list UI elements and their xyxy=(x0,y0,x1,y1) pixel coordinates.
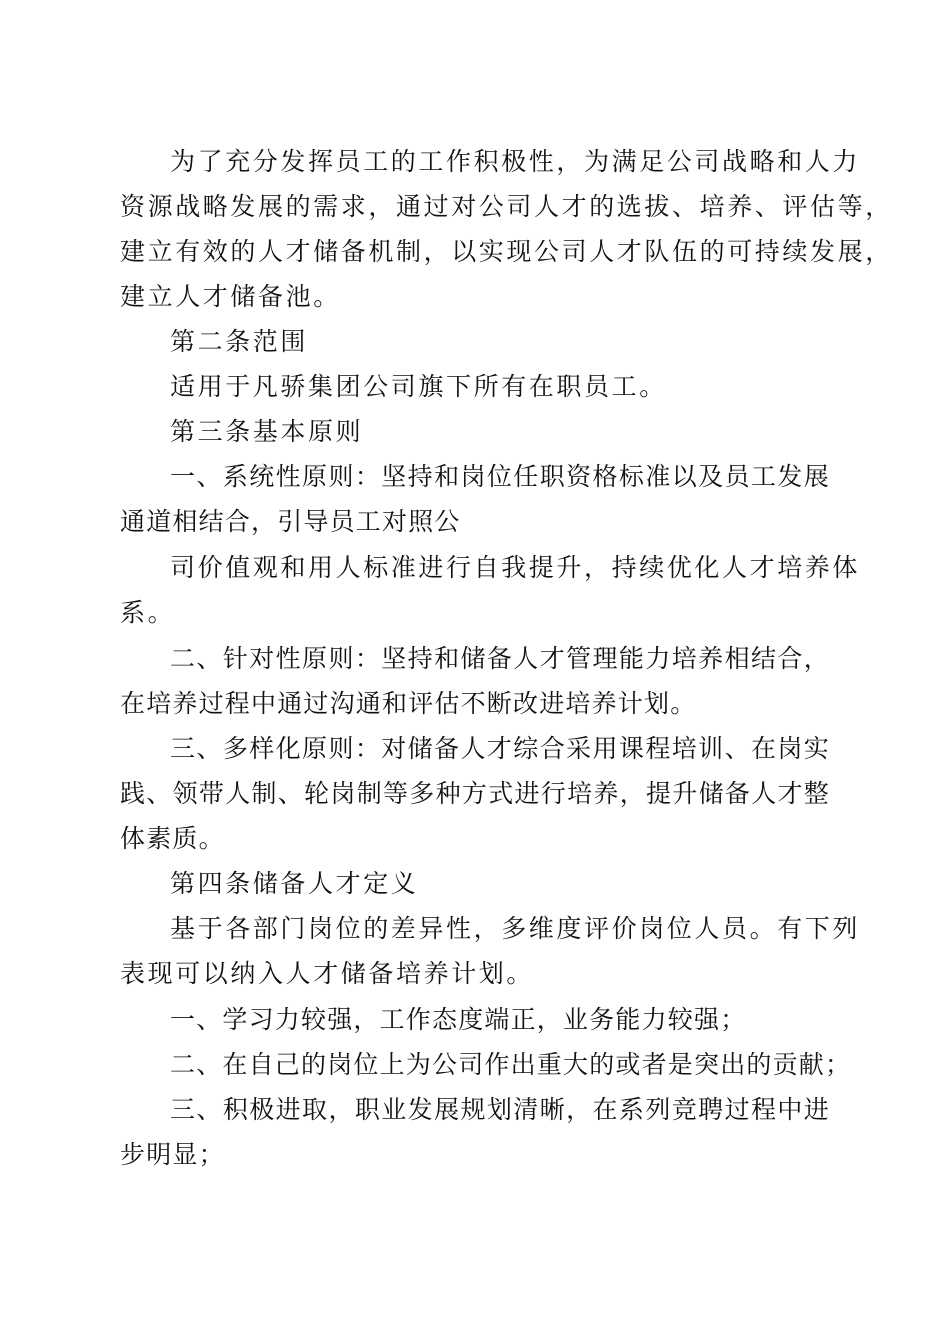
paragraph-line: 建立有效的人才储备机制，以实现公司人才队伍的可持续发展， xyxy=(120,237,893,266)
list-item: 一、学习力较强，工作态度端正，业务能力较强； xyxy=(170,1005,747,1034)
paragraph-line: 资源战略发展的需求，通过对公司人才的选拔、培养、评估等， xyxy=(120,192,893,221)
paragraph-line: 司价值观和用人标准进行自我提升，持续优化人才培养体 xyxy=(170,553,861,582)
paragraph-line: 系。 xyxy=(120,598,176,627)
paragraph-line: 适用于凡骄集团公司旗下所有在职员工。 xyxy=(170,372,667,401)
paragraph-line: 在培养过程中通过沟通和评估不断改进培养计划。 xyxy=(120,689,697,718)
list-item: 三、积极进取，职业发展规划清晰，在系列竞聘过程中进 xyxy=(170,1095,830,1124)
paragraph-line: 为了充分发挥员工的工作积极性，为满足公司战略和人力 xyxy=(170,147,861,176)
paragraph-line: 三、多样化原则：对储备人才综合采用课程培训、在岗实 xyxy=(170,734,830,763)
paragraph-line: 一、系统性原则：坚持和岗位任职资格标准以及员工发展 xyxy=(170,462,830,491)
paragraph-line: 二、针对性原则：坚持和储备人才管理能力培养相结合， xyxy=(170,644,830,673)
paragraph-line: 表现可以纳入人才储备培养计划。 xyxy=(120,959,535,988)
paragraph-line: 体素质。 xyxy=(120,824,225,853)
paragraph-line: 践、领带人制、轮岗制等多种方式进行培养，提升储备人才整 xyxy=(120,779,830,808)
list-item: 二、在自己的岗位上为公司作出重大的或者是突出的贡献； xyxy=(170,1050,852,1079)
list-item: 步明显； xyxy=(120,1140,225,1169)
paragraph-line: 建立人才储备池。 xyxy=(120,282,341,311)
paragraph-line: 通道相结合，引导员工对照公 xyxy=(120,507,461,536)
section-heading: 第四条储备人才定义 xyxy=(170,869,419,898)
section-heading: 第二条范围 xyxy=(170,327,309,356)
section-heading: 第三条基本原则 xyxy=(170,417,364,446)
paragraph-line: 基于各部门岗位的差异性，多维度评价岗位人员。有下列 xyxy=(170,914,861,943)
